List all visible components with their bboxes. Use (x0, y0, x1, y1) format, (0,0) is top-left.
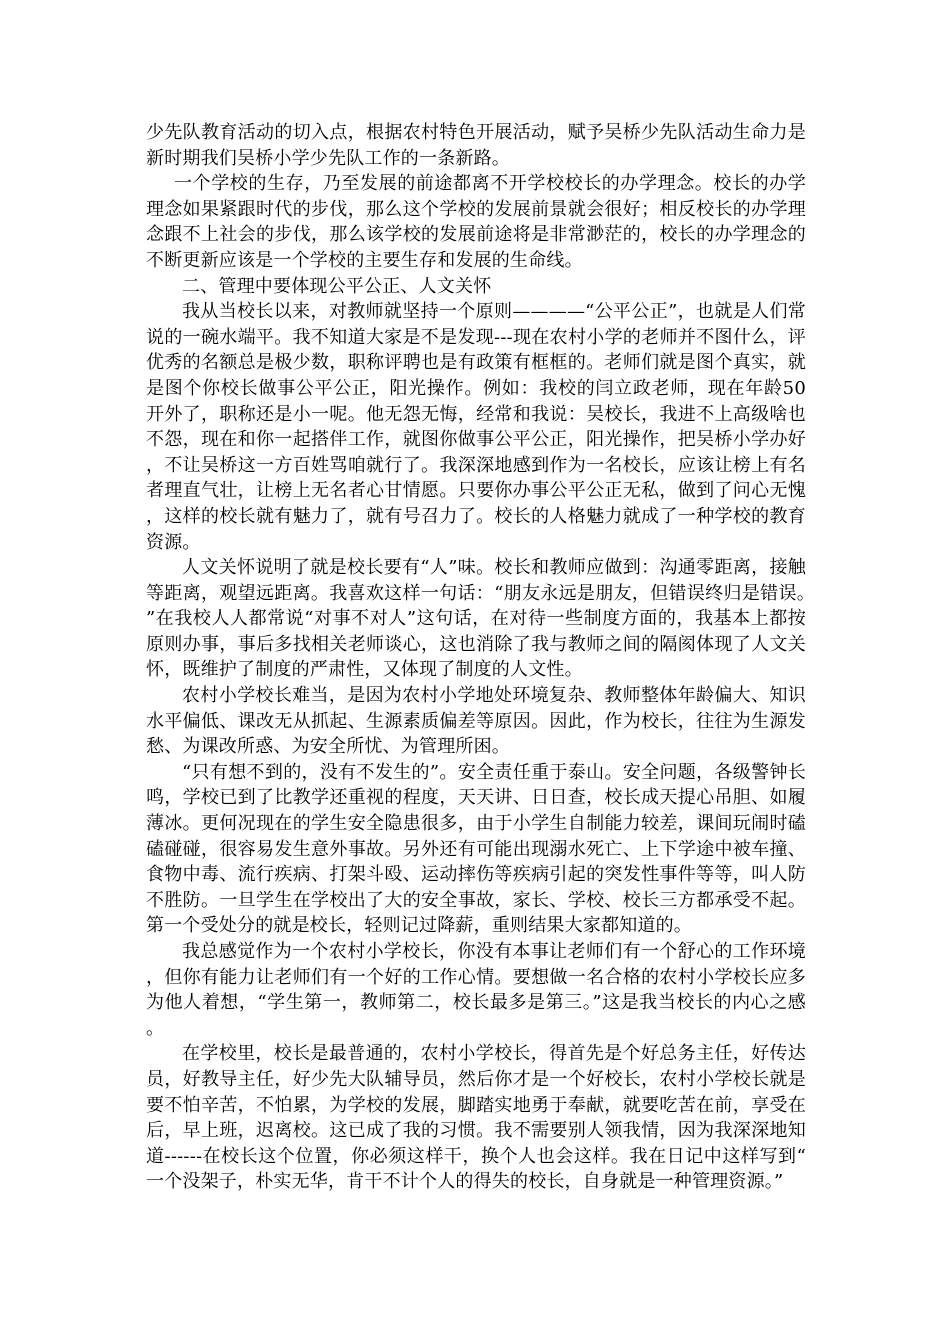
paragraph-fairness: 我从当校长以来，对教师就坚持一个原则————“公平公正”，也就是人们常说的一碗水端平。我不知道大家是不是发现---现在农村小学的老师并不图什么，评优秀的名额总是极少数，职称评聘也是有政策有框框的。老师们就是图个真实，就是图个你校长做事公平公正，阳光操作。例如：我校的闫立政老师，现在年龄50开外了，职称还是小一呢。他无怨无悔，经常和我说：吴校长，我进不上高级啥也不怨，现在和你一起搭伴工作，就图你做事公平公正，阳光操作，把吴桥小学办好，不让吴桥这一方百姓骂咱就行了。我深深地感到作为一名校长，应该让榜上有名者理直气壮，让榜上无名者心甘情愿。只要你办事公平公正无私，做到了问心无愧，这样的校长就有魅力了，就有号召力了。校长的人格魅力就成了一种学校的教育资源。 (146, 301, 806, 553)
paragraph-humanistic-care: 人文关怀说明了就是校长要有“人”味。校长和教师应做到：沟通零距离，接触等距离，观望远距离。我喜欢这样一句话：“朋友永远是朋友，但错误终归是错误。”在我校人人都常说“对事不对人”这句话，在对待一些制度方面的，我基本上都按原则办事，事后多找相关老师谈心，这也消除了我与教师之间的隔阂体现了人文关怀，既维护了制度的严肃性，又体现了制度的人文性。 (146, 557, 806, 681)
document-body (146, 120, 806, 1195)
paragraph-principal-philosophy: 一个学校的生存，乃至发展的前途都离不开学校校长的办学理念。校长的办学理念如果紧跟时代的步伐，那么这个学校的发展前景就会很好；相反校长的办学理念跟不上社会的步伐，那么该学校的发展前途将是非常渺茫的，校长的办学理念的不断更新应该是一个学校的主要生存和发展的生命线。 (146, 173, 806, 271)
paragraph-rural-principal: 农村小学校长难当，是因为农村小学地处环境复杂、教师整体年龄偏大、知识水平偏低、课改无从抓起、生源素质偏差等原因。因此，作为校长，往往为生源发愁、为课改所惑、为安全所忧、为管理所困。 (146, 685, 806, 758)
paragraph-continuation: 少先队教育活动的切入点，根据农村特色开展活动，赋予吴桥少先队活动生命力是新时期我们吴桥小学少先队工作的一条新路。 (146, 122, 806, 169)
section-heading: 二、管理中要体现公平公正、人文关怀 (182, 275, 492, 297)
paragraph-ordinary-principal: 在学校里，校长是最普通的，农村小学校长，得首先是个好总务主任，好传达员，好教导主任，好少先大队辅导员，然后你才是一个好校长，农村小学校长就是要不怕辛苦，不怕累，为学校的发展，脚踏实地勇于奉献，就要吃苦在前，享受在后，早上班，迟离校。这已成了我的习惯。我不需要别人领我情，因为我深深地知道------在校长这个位置，你必须这样干，换个人也会这样。我在日记中这样写到“一个没架子，朴实无华，肯干不计个人的得失的校长，自身就是一种管理资源。” (146, 1043, 806, 1193)
paragraph-safety: “只有想不到的，没有不发生的”。安全责任重于泰山。安全问题，各级警钟长鸣，学校已到了比教学还重视的程度，天天讲、日日查，校长成天提心吊胆、如履薄冰。更何况现在的学生安全隐患很多，由于小学生自制能力较差，课间玩闹时磕磕碰碰，很容易发生意外事故。另外还有可能出现溺水死亡、上下学途中被车撞、食物中毒、流行疾病、打架斗殴、运动摔伤等疾病引起的突发性事件等等，叫人防不胜防。一旦学生在学校出了大的安全事故，家长、学校、校长三方都承受不起。第一个受处分的就是校长，轻则记过降薪，重则结果大家都知道的。 (146, 761, 806, 937)
paragraph-work-mood: 我总感觉作为一个农村小学校长，你没有本事让老师们有一个舒心的工作环境，但你有能力让老师们有一个好的工作心情。要想做一名合格的农村小学校长应多为他人着想，“学生第一，教师第二，校长最多是第三。”这是我当校长的内心之感。 (146, 941, 806, 1039)
